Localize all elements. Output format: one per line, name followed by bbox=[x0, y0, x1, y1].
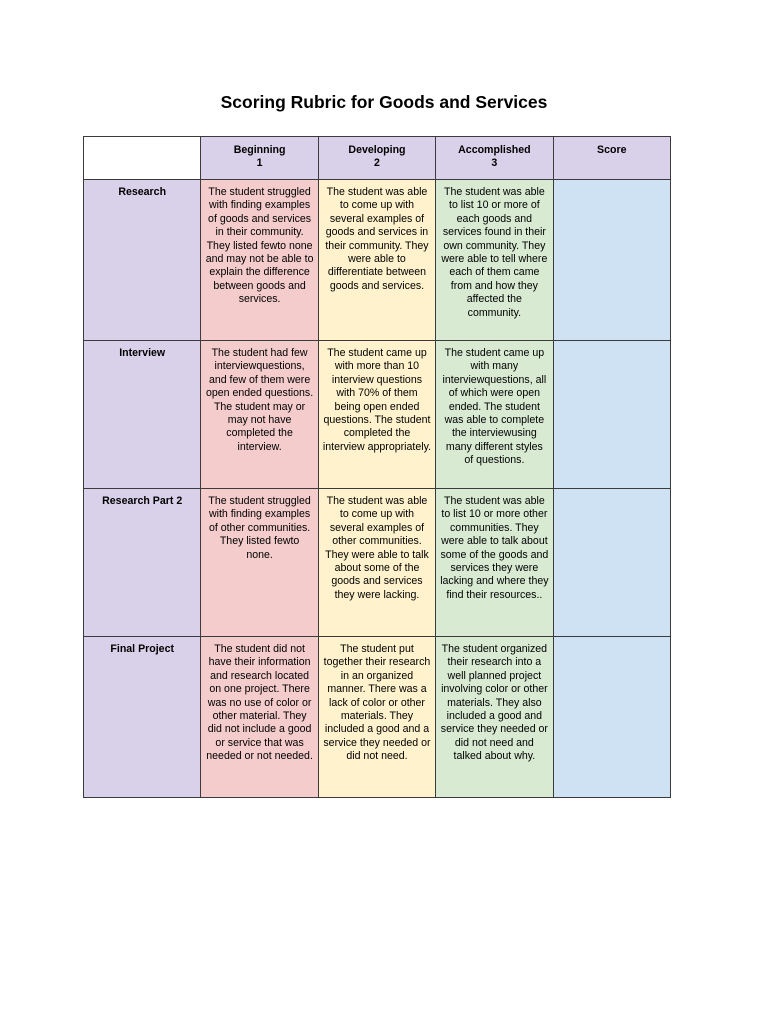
rubric-row-interview bbox=[84, 341, 671, 489]
score-cell bbox=[553, 341, 670, 489]
header-developing bbox=[318, 137, 435, 180]
accomplished-cell: The student was able to list 10 or more other communities. They were able to talk about some of the goods and services they were lacking and where they find their resources.. bbox=[436, 489, 553, 637]
beginning-cell: The student struggled with finding examples of goods and services in their community. They listed fewto none and may not be able to explain the difference between goods and services. bbox=[201, 180, 318, 341]
criterion-cell: Final Project bbox=[84, 637, 201, 798]
rubric-row-research-part-2 bbox=[84, 489, 671, 637]
accomplished-cell: The student organized their research into a well planned project involving color or other materials. They also included a good and service they needed or did not need and talked about why. bbox=[436, 637, 553, 798]
level-number: 1 bbox=[256, 157, 263, 170]
beginning-cell: The student did not have their information and research located on one project. There was no use of color or other material. They did not include a good or service that was needed or not needed. bbox=[201, 637, 318, 798]
header-beginning bbox=[201, 137, 318, 180]
score-cell bbox=[553, 489, 670, 637]
accomplished-cell: The student came up with many interviewquestions, all of which were open ended. The student was able to complete the interviewusing many different styles of questions. bbox=[436, 341, 553, 489]
developing-cell: The student was able to come up with several examples of goods and services in their community. They were able to differentiate between goods and services. bbox=[318, 180, 435, 341]
accomplished-cell: The student was able to list 10 or more of each goods and services found in their own community. They were able to tell where each of them came from and how they affected the community. bbox=[436, 180, 553, 341]
header-row bbox=[84, 137, 671, 180]
header-score: Score bbox=[553, 137, 670, 180]
level-name: Developing bbox=[348, 144, 406, 156]
level-number: 2 bbox=[374, 157, 380, 170]
developing-cell: The student came up with more than 10 interview questions with 70% of them being open ended questions. The student completed the interview appropriately. bbox=[318, 341, 435, 489]
score-cell bbox=[553, 637, 670, 798]
level-name: Accomplished bbox=[458, 144, 531, 156]
criterion-cell: Interview bbox=[84, 341, 201, 489]
rubric-table bbox=[83, 136, 671, 798]
page-title: Scoring Rubric for Goods and Services bbox=[220, 92, 548, 112]
corner-cell bbox=[84, 137, 201, 180]
score-cell bbox=[553, 180, 670, 341]
developing-cell: The student put together their research in an organized manner. There was a lack of color or other materials. They included a good and a service they needed or did not need. bbox=[318, 637, 435, 798]
rubric-row-research bbox=[84, 180, 671, 341]
rubric-row-final-project bbox=[84, 637, 671, 798]
level-number: 3 bbox=[491, 157, 498, 170]
beginning-cell: The student struggled with finding examples of other communities. They listed fewto none. bbox=[201, 489, 318, 637]
developing-cell: The student was able to come up with several examples of other communities. They were able to talk about some of the goods and services they were lacking. bbox=[318, 489, 435, 637]
criterion-cell: Research bbox=[84, 180, 201, 341]
beginning-cell: The student had few interviewquestions, and few of them were open ended questions. The student may or may not have completed the interview. bbox=[201, 341, 318, 489]
header-accomplished bbox=[436, 137, 553, 180]
criterion-cell: Research Part 2 bbox=[84, 489, 201, 637]
level-name: Beginning bbox=[233, 144, 286, 156]
